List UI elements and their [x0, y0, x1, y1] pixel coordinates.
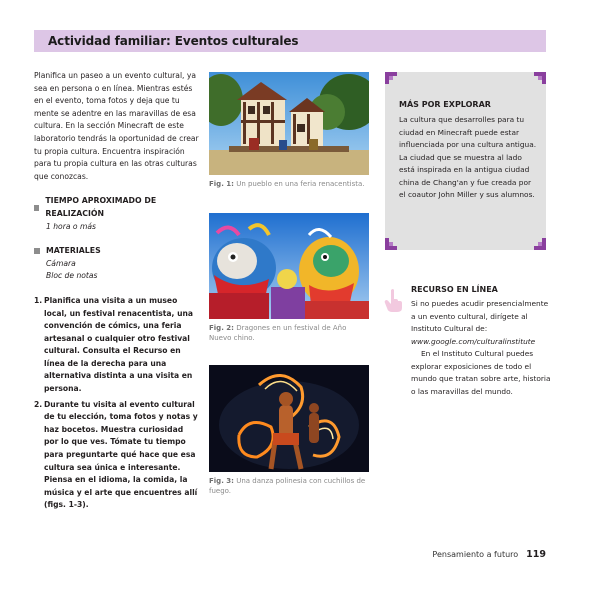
- step-text: Planifica una visita a un museo local, un festival renacentista, una convención de cómics, una feria artesanal o cualquier otro festival cultural. Consulta el Recurso en línea de la derecha para una alternativa distinta a una visita en persona.: [44, 295, 194, 394]
- intro-paragraph: [34, 70, 199, 183]
- square-bullet-icon: [34, 205, 39, 211]
- material-item: Bloc de notas: [46, 271, 98, 281]
- step-number: 2.: [34, 399, 43, 409]
- pixel-corner-icon: [534, 72, 546, 84]
- intro-text: Planifica un paseo a un evento cultural, ya sea en persona o en línea. Mientras estés en el evento, toma fotos y deja que tu mente se adentre en las maravillas de esa cultura. En la sección Minecraft de este laboratorio tendrás la oportunidad de crear tu propia cultura. Encuentra inspiración para tu propia cultura en las otras culturas que conozcas.: [34, 71, 199, 181]
- online-resource-body: [411, 298, 554, 398]
- figure-1: [209, 72, 369, 189]
- pointing-hand-icon: [384, 288, 402, 312]
- figure-2: [209, 213, 369, 343]
- footer-section-title: Pensamiento a futuro: [432, 550, 519, 559]
- figure-caption-text: Una danza polinesia con cuchillos de fuego.: [209, 477, 366, 495]
- time-section: [34, 195, 199, 233]
- pixel-corner-icon: [534, 238, 546, 250]
- material-item: Cámara: [46, 258, 76, 268]
- section-title: Actividad familiar: Eventos culturales: [48, 34, 299, 48]
- pixel-corner-icon: [385, 72, 397, 84]
- figure-label: Fig. 3:: [209, 477, 234, 485]
- chinese-dragon-photo: [209, 213, 369, 319]
- online-resource-title: RECURSO EN LÍNEA: [411, 285, 498, 294]
- time-title: TIEMPO APROXIMADO DE REALIZACIÓN: [45, 196, 157, 218]
- step-text: Durante tu visita al evento cultural de tu elección, toma fotos y notas y haz bocetos. Muestra curiosidad por lo que ves. Tómate tu tiempo para preguntarte qué hace que esa cultura sea única e interesante. Piensa en el idioma, la comida, la música y el arte que encuentres allí (figs. 1-3).: [44, 399, 198, 510]
- figure-caption: [209, 179, 369, 189]
- explore-body: La cultura que desarrolles para tu ciudad en Minecraft puede estar influenciada por una cultura antigua. La ciudad que se muestra al lado está inspirada en la antigua ciudad china de Chang'an y fue creada por el coautor John Miller y sus alumnos.: [399, 115, 537, 199]
- explore-title: MÁS POR EXPLORAR: [399, 100, 491, 109]
- page-footer: [432, 549, 546, 560]
- online-resource-text: En el Instituto Cultural puedes explorar exposiciones de todo el mundo que tratan sobre arte, historia o las maravillas del mundo.: [411, 349, 551, 396]
- figure-caption: [209, 323, 369, 343]
- figure-caption: [209, 476, 369, 496]
- square-bullet-icon: [34, 248, 40, 254]
- step-item: [34, 295, 199, 396]
- materials-title: MATERIALES: [46, 246, 101, 256]
- online-resource-text: Si no puedes acudir presencialmente a un evento cultural, dirígete al Instituto Cultural de:: [411, 299, 549, 333]
- steps-list: [34, 295, 199, 512]
- figure-3: [209, 365, 369, 496]
- figure-label: Fig. 1:: [209, 180, 234, 188]
- materials-section: [34, 245, 199, 283]
- cultural-institute-link[interactable]: www.google.com/culturalinstitute: [411, 336, 536, 346]
- figure-label: Fig. 2:: [209, 324, 234, 332]
- more-to-explore-box: [385, 72, 546, 250]
- pixel-corner-icon: [385, 238, 397, 250]
- section-header: [34, 30, 546, 52]
- step-number: 1.: [34, 295, 43, 305]
- renaissance-village-photo: [209, 72, 369, 175]
- figure-caption-text: Dragones en un festival de Año Nuevo chino.: [209, 324, 347, 342]
- time-value: 1 hora o más: [46, 221, 96, 231]
- activity-column: [34, 70, 199, 515]
- page-number: 119: [526, 549, 546, 560]
- figure-caption-text: Un pueblo en una feria renacentista.: [236, 180, 365, 188]
- step-item: [34, 399, 199, 512]
- polynesian-fire-dance-photo: [209, 365, 369, 472]
